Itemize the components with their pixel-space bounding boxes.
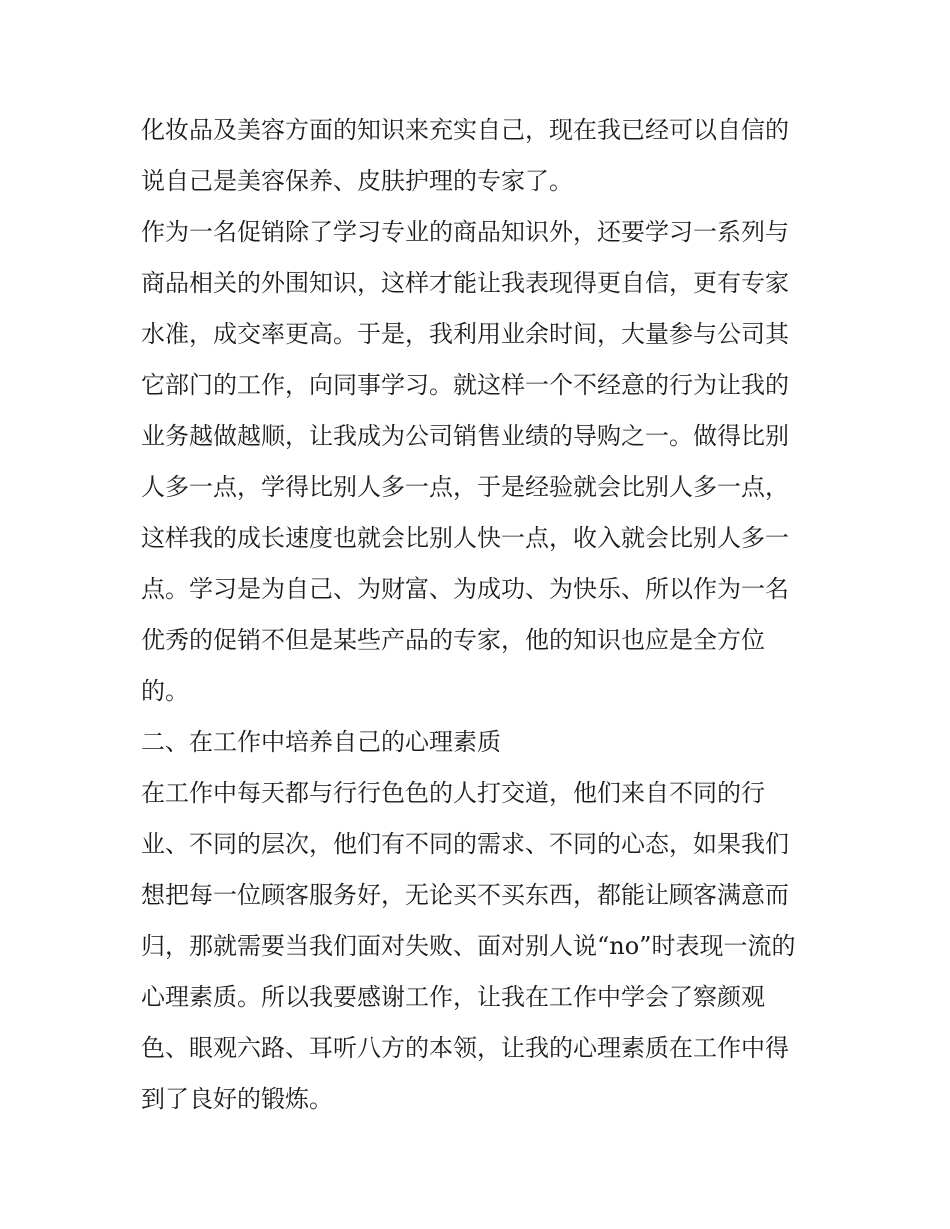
text-line: 优秀的促销不但是某些产品的专家，他的知识也应是全方位 <box>141 626 765 654</box>
text-line: 在工作中每天都与行行色色的人打交道，他们来自不同的行 <box>141 779 765 807</box>
text-line: 说自己是美容保养、皮肤护理的专家了。 <box>141 167 573 195</box>
text-line: 它部门的工作，向同事学习。就这样一个不经意的行为让我的 <box>141 371 789 399</box>
text-line: 到了良好的锻炼。 <box>141 1085 333 1113</box>
section-heading: 二、在工作中培养自己的心理素质 <box>141 728 501 756</box>
text-line: 想把每一位顾客服务好，无论买不买东西，都能让顾客满意而 <box>141 881 789 909</box>
text-line: 水准，成交率更高。于是，我利用业余时间，大量参与公司其 <box>141 320 789 348</box>
text-line: 业、不同的层次，他们有不同的需求、不同的心态，如果我们 <box>141 830 789 858</box>
text-line: 色、眼观六路、耳听八方的本领，让我的心理素质在工作中得 <box>141 1034 789 1062</box>
text-line: 作为一名促销除了学习专业的商品知识外，还要学习一系列与 <box>141 218 789 246</box>
text-line: 商品相关的外围知识，这样才能让我表现得更自信，更有专家 <box>141 269 789 297</box>
text-line: 这样我的成长速度也就会比别人快一点，收入就会比别人多一 <box>141 524 789 552</box>
text-line: 的。 <box>141 677 189 705</box>
text-line: 化妆品及美容方面的知识来充实自己，现在我已经可以自信的 <box>141 116 789 144</box>
text-line: 业务越做越顺，让我成为公司销售业绩的导购之一。做得比别 <box>141 422 789 450</box>
text-line: 心理素质。所以我要感谢工作，让我在工作中学会了察颜观 <box>141 983 765 1011</box>
text-line: 点。学习是为自己、为财富、为成功、为快乐、所以作为一名 <box>141 575 789 603</box>
text-line: 人多一点，学得比别人多一点，于是经验就会比别人多一点， <box>141 473 789 501</box>
text-line: 归，那就需要当我们面对失败、面对别人说“no”时表现一流的 <box>141 932 796 960</box>
